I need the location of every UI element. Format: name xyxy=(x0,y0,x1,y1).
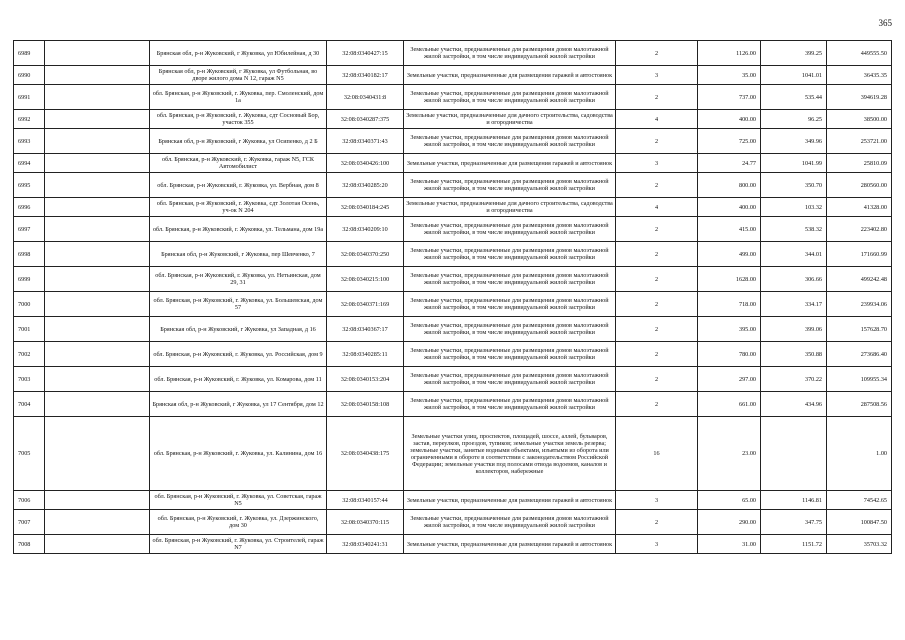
land-use-cell: Земельные участки, предназначенные для размещения домов малоэтажной жилой застройки, в том числе индивидуальной жилой застройки xyxy=(404,392,616,417)
group-cell: 16 xyxy=(616,417,698,491)
area-cell: 737.00 xyxy=(698,85,761,110)
cadastral-value-cell: 394619.28 xyxy=(827,85,892,110)
blank-cell xyxy=(45,173,150,198)
cadastral-value-cell: 36435.35 xyxy=(827,66,892,85)
area-cell: 725.00 xyxy=(698,129,761,154)
group-cell: 2 xyxy=(616,510,698,535)
cadastral-value-cell: 499242.48 xyxy=(827,267,892,292)
rate-cell: 334.17 xyxy=(761,292,827,317)
address-cell: Брянская обл, р-н Жуковский, г Жуковка, ул Юбилейная, д 30 xyxy=(150,41,327,66)
table-row xyxy=(14,510,892,535)
cadastral-number-cell: 32:08:0340371:43 xyxy=(327,129,404,154)
area-cell: 31.00 xyxy=(698,535,761,554)
blank-cell xyxy=(45,198,150,217)
address-cell: обл. Брянская, р-н Жуковский, г. Жуковка, сдт Золотая Осень, уч-ок N 204 xyxy=(150,198,327,217)
area-cell: 800.00 xyxy=(698,173,761,198)
cadastral-value-cell: 171660.99 xyxy=(827,242,892,267)
cadastral-number-cell: 32:08:0340426:100 xyxy=(327,154,404,173)
row-number: 6998 xyxy=(14,242,45,267)
group-cell: 4 xyxy=(616,110,698,129)
area-cell: 24.77 xyxy=(698,154,761,173)
rate-cell: 350.88 xyxy=(761,342,827,367)
cadastral-number-cell: 32:08:0340431:8 xyxy=(327,85,404,110)
cadastral-number-cell: 32:08:0340370:250 xyxy=(327,242,404,267)
address-cell: обл. Брянская, р-н Жуковский, г. Жуковка, ул. Большевская, дом 57 xyxy=(150,292,327,317)
cadastral-number-cell: 32:08:0340367:17 xyxy=(327,317,404,342)
cadastral-value-cell: 74542.65 xyxy=(827,491,892,510)
blank-cell xyxy=(45,85,150,110)
rate-cell: 399.06 xyxy=(761,317,827,342)
cadastral-value-cell: 1.00 xyxy=(827,417,892,491)
blank-cell xyxy=(45,66,150,85)
cadastral-value-cell: 41328.00 xyxy=(827,198,892,217)
area-cell: 718.00 xyxy=(698,292,761,317)
area-cell: 400.00 xyxy=(698,110,761,129)
row-number: 6991 xyxy=(14,85,45,110)
area-cell: 290.00 xyxy=(698,510,761,535)
area-cell: 65.00 xyxy=(698,491,761,510)
table-row xyxy=(14,342,892,367)
address-cell: Брянская обл, р-н Жуковский, г Жуковка, ул Осипенко, д 2 Б xyxy=(150,129,327,154)
cadastral-value-cell: 239934.06 xyxy=(827,292,892,317)
row-number: 7001 xyxy=(14,317,45,342)
rate-cell: 347.75 xyxy=(761,510,827,535)
land-use-cell: Земельные участки, предназначенные для размещения домов малоэтажной жилой застройки, в том числе индивидуальной жилой застройки xyxy=(404,342,616,367)
address-cell: обл. Брянская, р-н Жуковский, г. Жуковка, пер. Смоленский, дом 1а xyxy=(150,85,327,110)
rate-cell: 1041.01 xyxy=(761,66,827,85)
cadastral-value-cell: 35703.32 xyxy=(827,535,892,554)
land-use-cell: Земельные участки, предназначенные для размещения домов малоэтажной жилой застройки, в том числе индивидуальной жилой застройки xyxy=(404,367,616,392)
table-row xyxy=(14,198,892,217)
cadastral-value-cell: 223402.80 xyxy=(827,217,892,242)
rate-cell: 370.22 xyxy=(761,367,827,392)
address-cell: Брянская обл, р-н Жуковский, г Жуковка, ул Футбольная, во дворе жилого дома N 12, гараж N5 xyxy=(150,66,327,85)
table-row xyxy=(14,392,892,417)
group-cell: 2 xyxy=(616,367,698,392)
table-row xyxy=(14,242,892,267)
blank-cell xyxy=(45,41,150,66)
row-number: 7004 xyxy=(14,392,45,417)
row-number: 6993 xyxy=(14,129,45,154)
group-cell: 2 xyxy=(616,342,698,367)
row-number: 6995 xyxy=(14,173,45,198)
address-cell: обл. Брянская, р-н Жуковский, г. Жуковка, ул. Калинина, дом 16 xyxy=(150,417,327,491)
cadastral-number-cell: 32:08:0340153:204 xyxy=(327,367,404,392)
blank-cell xyxy=(45,129,150,154)
group-cell: 2 xyxy=(616,317,698,342)
blank-cell xyxy=(45,292,150,317)
area-cell: 661.00 xyxy=(698,392,761,417)
cadastral-value-cell: 280560.00 xyxy=(827,173,892,198)
rate-cell: 1041.99 xyxy=(761,154,827,173)
row-number: 6997 xyxy=(14,217,45,242)
blank-cell xyxy=(45,154,150,173)
cadastral-number-cell: 32:08:0340209:10 xyxy=(327,217,404,242)
land-use-cell: Земельные участки, предназначенные для размещения домов малоэтажной жилой застройки, в том числе индивидуальной жилой застройки xyxy=(404,41,616,66)
address-cell: обл. Брянская, р-н Жуковский, г. Жуковка, ул. Нетьинская, дом 29, 31 xyxy=(150,267,327,292)
land-use-cell: Земельные участки, предназначенные для размещения домов малоэтажной жилой застройки, в том числе индивидуальной жилой застройки xyxy=(404,292,616,317)
land-use-cell: Земельные участки, предназначенные для размещения домов малоэтажной жилой застройки, в том числе индивидуальной жилой застройки xyxy=(404,129,616,154)
address-cell: обл. Брянская, р-н Жуковский, г. Жуковка, ул. Российская, дом 9 xyxy=(150,342,327,367)
area-cell: 415.00 xyxy=(698,217,761,242)
land-use-cell: Земельные участки, предназначенные для размещения гаражей и автостоянок xyxy=(404,535,616,554)
rate-cell: 96.25 xyxy=(761,110,827,129)
cadastral-value-cell: 287508.56 xyxy=(827,392,892,417)
address-cell: обл. Брянская, р-н Жуковский, г. Жуковка, ул. Вербная, дом 8 xyxy=(150,173,327,198)
address-cell: Брянская обл, р-н Жуковский, г Жуковка, пер Шевченко, 7 xyxy=(150,242,327,267)
rate-cell: 535.44 xyxy=(761,85,827,110)
row-number: 7006 xyxy=(14,491,45,510)
row-number: 6994 xyxy=(14,154,45,173)
row-number: 6992 xyxy=(14,110,45,129)
blank-cell xyxy=(45,267,150,292)
group-cell: 3 xyxy=(616,154,698,173)
table-row xyxy=(14,417,892,491)
rate-cell: 1146.81 xyxy=(761,491,827,510)
blank-cell xyxy=(45,510,150,535)
row-number: 7003 xyxy=(14,367,45,392)
table-row xyxy=(14,267,892,292)
group-cell: 4 xyxy=(616,198,698,217)
cadastral-value-cell: 109955.34 xyxy=(827,367,892,392)
cadastral-number-cell: 32:08:0340241:31 xyxy=(327,535,404,554)
area-cell: 780.00 xyxy=(698,342,761,367)
blank-cell xyxy=(45,110,150,129)
row-number: 6996 xyxy=(14,198,45,217)
table-row xyxy=(14,217,892,242)
table-row xyxy=(14,41,892,66)
group-cell: 2 xyxy=(616,217,698,242)
area-cell: 400.00 xyxy=(698,198,761,217)
address-cell: обл. Брянская, р-н Жуковский, г. Жуковка, ул. Советская, гараж N5 xyxy=(150,491,327,510)
cadastral-value-cell: 38500.00 xyxy=(827,110,892,129)
cadastral-value-cell: 100847.50 xyxy=(827,510,892,535)
table-row xyxy=(14,535,892,554)
row-number: 6989 xyxy=(14,41,45,66)
table-row xyxy=(14,173,892,198)
group-cell: 2 xyxy=(616,242,698,267)
area-cell: 297.00 xyxy=(698,367,761,392)
land-use-cell: Земельные участки, предназначенные для дачного строительства, садоводства и огородничества xyxy=(404,198,616,217)
cadastral-number-cell: 32:08:0340215:100 xyxy=(327,267,404,292)
land-use-cell: Земельные участки, предназначенные для размещения домов малоэтажной жилой застройки, в том числе индивидуальной жилой застройки xyxy=(404,217,616,242)
area-cell: 35.00 xyxy=(698,66,761,85)
address-cell: обл. Брянская, р-н Жуковский, г. Жуковка, ул. Тельмана, дом 19а xyxy=(150,217,327,242)
group-cell: 3 xyxy=(616,535,698,554)
group-cell: 3 xyxy=(616,66,698,85)
land-use-cell: Земельные участки, предназначенные для размещения гаражей и автостоянок xyxy=(404,154,616,173)
rate-cell: 349.96 xyxy=(761,129,827,154)
cadastral-number-cell: 32:08:0340370:115 xyxy=(327,510,404,535)
blank-cell xyxy=(45,317,150,342)
cadastral-number-cell: 32:08:0340184:245 xyxy=(327,198,404,217)
land-use-cell: Земельные участки, предназначенные для размещения домов малоэтажной жилой застройки, в том числе индивидуальной жилой застройки xyxy=(404,267,616,292)
table-row xyxy=(14,85,892,110)
blank-cell xyxy=(45,417,150,491)
cadastral-number-cell: 32:08:0340285:20 xyxy=(327,173,404,198)
group-cell: 2 xyxy=(616,41,698,66)
row-number: 7002 xyxy=(14,342,45,367)
land-use-cell: Земельные участки, предназначенные для размещения домов малоэтажной жилой застройки, в том числе индивидуальной жилой застройки xyxy=(404,173,616,198)
table-row xyxy=(14,110,892,129)
rate-cell: 538.32 xyxy=(761,217,827,242)
land-use-cell: Земельные участки, предназначенные для размещения гаражей и автостоянок xyxy=(404,491,616,510)
rate-cell: 399.25 xyxy=(761,41,827,66)
blank-cell xyxy=(45,367,150,392)
rate-cell xyxy=(761,417,827,491)
rate-cell: 1151.72 xyxy=(761,535,827,554)
group-cell: 2 xyxy=(616,129,698,154)
table-row xyxy=(14,491,892,510)
cadastral-number-cell: 32:08:0340438:175 xyxy=(327,417,404,491)
blank-cell xyxy=(45,242,150,267)
land-use-cell: Земельные участки, предназначенные для размещения домов малоэтажной жилой застройки, в том числе индивидуальной жилой застройки xyxy=(404,317,616,342)
group-cell: 2 xyxy=(616,292,698,317)
address-cell: обл. Брянская, р-н Жуковский, г. Жуковка, ул. Комарова, дом 11 xyxy=(150,367,327,392)
group-cell: 2 xyxy=(616,267,698,292)
page-number: 365 xyxy=(878,18,892,28)
rate-cell: 344.01 xyxy=(761,242,827,267)
table-row xyxy=(14,367,892,392)
land-use-cell: Земельные участки улиц, проспектов, площадей, шоссе, аллей, бульваров, застав, переулков, проездов, тупиков; земельные участки земель резерва; земельные участки, занятые водными объектами, изъятыми из оборота или ограниченными в обороте в соответствии с законодательством Российской Федерации; земельные участки под полосами отвода водоемов, каналов и коллекторов, набережные xyxy=(404,417,616,491)
rate-cell: 306.66 xyxy=(761,267,827,292)
blank-cell xyxy=(45,392,150,417)
row-number: 7007 xyxy=(14,510,45,535)
table-row xyxy=(14,154,892,173)
address-cell: Брянская обл, р-н Жуковский, г Жуковка, ул Западная, д 16 xyxy=(150,317,327,342)
cadastral-number-cell: 32:08:0340285:11 xyxy=(327,342,404,367)
row-number: 6999 xyxy=(14,267,45,292)
land-use-cell: Земельные участки, предназначенные для размещения домов малоэтажной жилой застройки, в том числе индивидуальной жилой застройки xyxy=(404,85,616,110)
land-use-cell: Земельные участки, предназначенные для размещения домов малоэтажной жилой застройки, в том числе индивидуальной жилой застройки xyxy=(404,510,616,535)
group-cell: 2 xyxy=(616,173,698,198)
area-cell: 23.00 xyxy=(698,417,761,491)
cadastral-number-cell: 32:08:0340157:44 xyxy=(327,491,404,510)
address-cell: обл. Брянская, р-н Жуковский, г. Жуковка, гараж N5, ГСК Автомобилист xyxy=(150,154,327,173)
address-cell: обл. Брянская, р-н Жуковский, г. Жуковка, ул. Дзержинского, дом 30 xyxy=(150,510,327,535)
cadastral-number-cell: 32:08:0340371:169 xyxy=(327,292,404,317)
cadastral-value-cell: 253721.00 xyxy=(827,129,892,154)
table-row xyxy=(14,129,892,154)
cadastral-value-cell: 157628.70 xyxy=(827,317,892,342)
cadastral-number-cell: 32:08:0340287:375 xyxy=(327,110,404,129)
area-cell: 1628.00 xyxy=(698,267,761,292)
group-cell: 2 xyxy=(616,85,698,110)
address-cell: обл. Брянская, р-н Жуковский, г. Жуковка, ул. Строителей, гараж N7 xyxy=(150,535,327,554)
row-number: 7008 xyxy=(14,535,45,554)
land-use-cell: Земельные участки, предназначенные для размещения домов малоэтажной жилой застройки, в том числе индивидуальной жилой застройки xyxy=(404,242,616,267)
area-cell: 499.00 xyxy=(698,242,761,267)
area-cell: 1126.00 xyxy=(698,41,761,66)
row-number: 6990 xyxy=(14,66,45,85)
cadastral-number-cell: 32:08:0340158:108 xyxy=(327,392,404,417)
cadastral-value-cell: 25810.09 xyxy=(827,154,892,173)
blank-cell xyxy=(45,491,150,510)
blank-cell xyxy=(45,217,150,242)
blank-cell xyxy=(45,535,150,554)
rate-cell: 350.70 xyxy=(761,173,827,198)
table-row xyxy=(14,317,892,342)
row-number: 7000 xyxy=(14,292,45,317)
group-cell: 2 xyxy=(616,392,698,417)
rate-cell: 103.32 xyxy=(761,198,827,217)
cadastral-value-table xyxy=(13,40,892,554)
group-cell: 3 xyxy=(616,491,698,510)
rate-cell: 434.96 xyxy=(761,392,827,417)
table-row xyxy=(14,292,892,317)
row-number: 7005 xyxy=(14,417,45,491)
cadastral-number-cell: 32:08:0340427:15 xyxy=(327,41,404,66)
table-row xyxy=(14,66,892,85)
area-cell: 395.00 xyxy=(698,317,761,342)
cadastral-number-cell: 32:08:0340182:17 xyxy=(327,66,404,85)
land-use-cell: Земельные участки, предназначенные для дачного строительства, садоводства и огородничества xyxy=(404,110,616,129)
cadastral-value-cell: 449555.50 xyxy=(827,41,892,66)
address-cell: обл. Брянская, р-н Жуковский, г. Жуковка, сдт Сосновый Бор, участок 355 xyxy=(150,110,327,129)
cadastral-value-cell: 273686.40 xyxy=(827,342,892,367)
blank-cell xyxy=(45,342,150,367)
land-use-cell: Земельные участки, предназначенные для размещения гаражей и автостоянок xyxy=(404,66,616,85)
address-cell: Брянская обл, р-н Жуковский, г Жуковка, ул 17 Сентября, дом 12 xyxy=(150,392,327,417)
